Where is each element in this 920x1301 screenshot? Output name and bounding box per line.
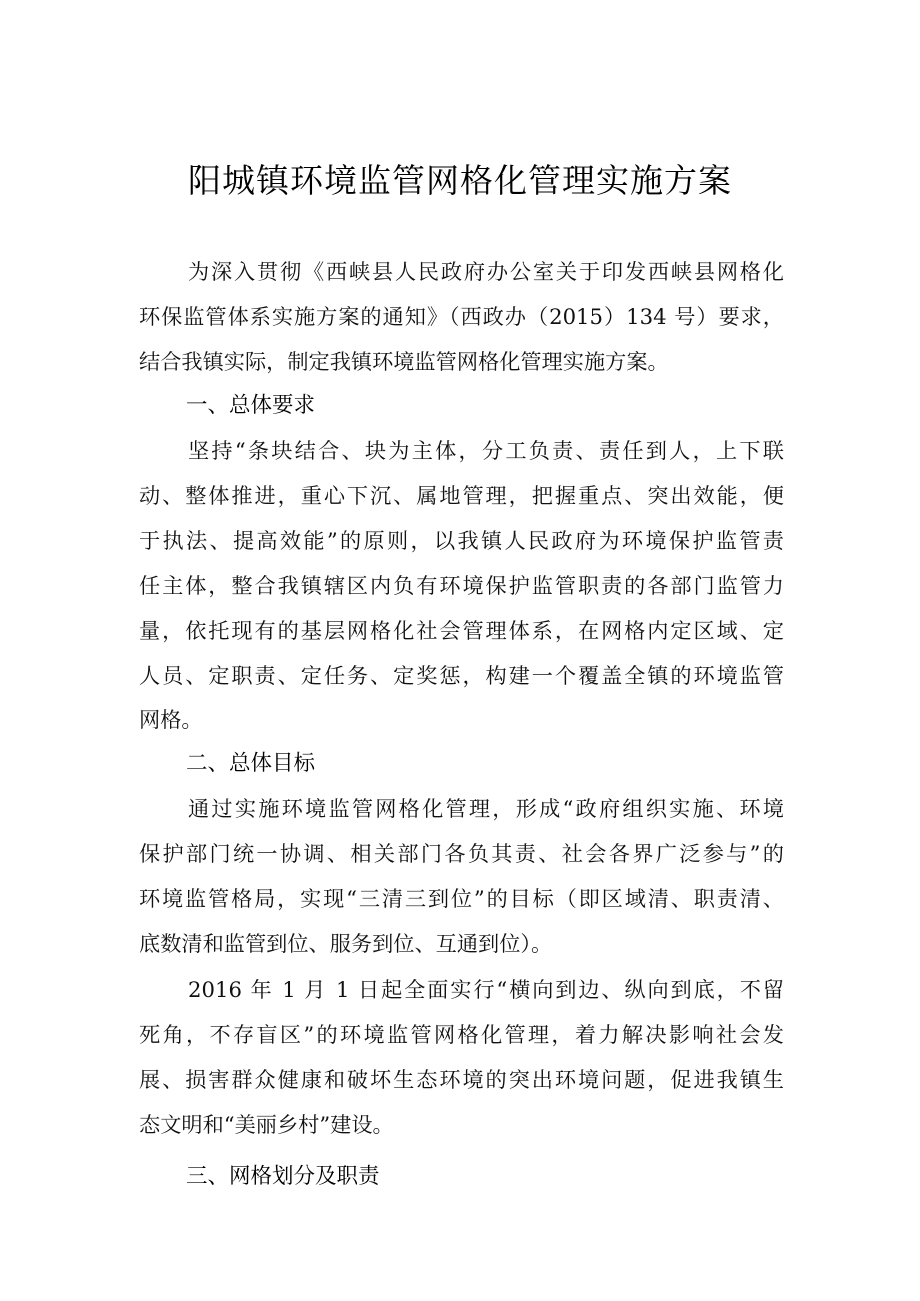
intro-line-2: 环保监管体系实施方案的通知》（西政办（2015）134 号）要求，	[139, 304, 784, 329]
section-heading-1: 一、总体要求	[186, 393, 316, 418]
section1-line-3: 于执法、提高效能”的原则，以我镇人民政府为环境保护监管责	[139, 528, 784, 553]
section1-line-1: 坚持“条块结合、块为主体，分工负责、责任到人，上下联	[188, 438, 784, 463]
section2-p1-line-4: 底数清和监管到位、服务到位、互通到位）。	[139, 931, 553, 956]
section1-line-6: 人员、定职责、定任务、定奖惩，构建一个覆盖全镇的环境监管	[139, 663, 784, 688]
section1-line-4: 任主体，整合我镇辖区内负有环境保护监管职责的各部门监管力	[139, 573, 784, 598]
intro-line-1: 为深入贯彻《西峡县人民政府办公室关于印发西峡县网格化	[188, 259, 784, 284]
section2-p2-line-1: 2016 年 1 月 1 日起全面实行“横向到边、纵向到底，不留	[188, 977, 784, 1002]
section1-line-5: 量，依托现有的基层网格化社会管理体系，在网格内定区域、定	[139, 618, 784, 643]
document-title: 阳城镇环境监管网格化管理实施方案	[188, 161, 732, 200]
section2-p1-line-1: 通过实施环境监管网格化管理，形成“政府组织实施、环境	[188, 796, 784, 821]
section1-line-2: 动、整体推进，重心下沉、属地管理，把握重点、突出效能，便	[139, 483, 784, 508]
section2-p2-line-2: 死角，不存盲区”的环境监管网格化管理，着力解决影响社会发	[139, 1022, 784, 1047]
section1-line-7: 网格。	[139, 707, 203, 732]
section-heading-2: 二、总体目标	[186, 751, 316, 776]
intro-line-3: 结合我镇实际，制定我镇环境监管网格化管理实施方案。	[139, 349, 669, 374]
section2-p2-line-4: 态文明和“美丽乡村”建设。	[139, 1112, 394, 1137]
section-heading-3: 三、网格划分及职责	[186, 1164, 380, 1189]
section2-p1-line-3: 环境监管格局，实现“三清三到位”的目标（即区域清、职责清、	[139, 886, 784, 911]
section2-p2-line-3: 展、损害群众健康和破坏生态环境的突出环境问题，促进我镇生	[139, 1067, 784, 1092]
section2-p1-line-2: 保护部门统一协调、相关部门各负其责、社会各界广泛参与”的	[139, 841, 784, 866]
